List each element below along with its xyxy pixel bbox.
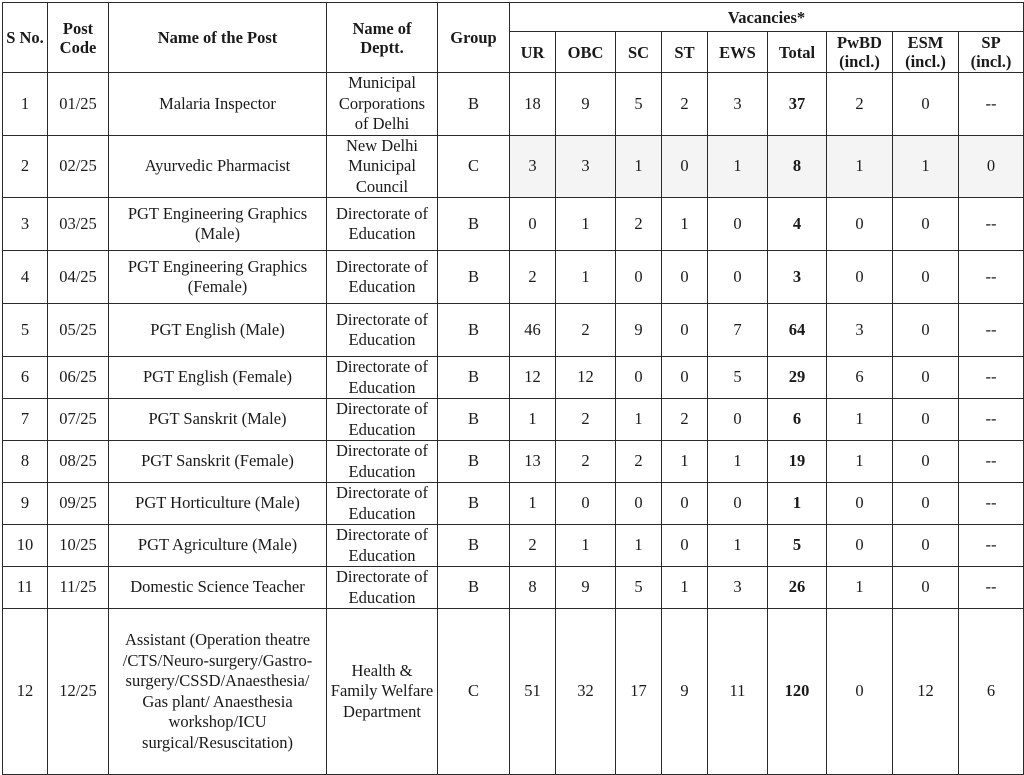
cell-ews: 0 <box>708 198 768 251</box>
cell-sc: 0 <box>616 357 662 399</box>
cell-total: 26 <box>768 567 827 609</box>
cell-pwbd: 6 <box>827 357 893 399</box>
cell-ews: 7 <box>708 304 768 357</box>
table-row <box>3 399 1024 441</box>
cell-pwbd: 0 <box>827 251 893 304</box>
cell-deptt: Directorate of Education <box>327 441 438 483</box>
cell-s-no: 1 <box>3 73 48 136</box>
cell-sp: -- <box>959 483 1024 525</box>
cell-st: 0 <box>662 483 708 525</box>
cell-post-code: 07/25 <box>48 399 109 441</box>
cell-sc: 0 <box>616 483 662 525</box>
cell-st: 9 <box>662 609 708 775</box>
table-row <box>3 483 1024 525</box>
header-st: ST <box>662 32 708 73</box>
cell-sp: -- <box>959 357 1024 399</box>
cell-deptt: Directorate of Education <box>327 525 438 567</box>
cell-obc: 2 <box>556 441 616 483</box>
cell-post-code: 11/25 <box>48 567 109 609</box>
cell-group: B <box>438 399 510 441</box>
cell-post-name: Assistant (Operation theatre /CTS/Neuro-surgery/Gastro-surgery/CSSD/Anaesthesia/ Gas plant/ Anaesthesia workshop/ICU surgical/Resuscitation) <box>109 609 327 775</box>
cell-ews: 1 <box>708 135 768 198</box>
cell-deptt: Municipal Corporations of Delhi <box>327 73 438 136</box>
cell-obc: 1 <box>556 251 616 304</box>
header-total: Total <box>768 32 827 73</box>
cell-esm: 0 <box>893 73 959 136</box>
header-sc: SC <box>616 32 662 73</box>
header-post-name: Name of the Post <box>109 3 327 73</box>
cell-group: B <box>438 73 510 136</box>
cell-group: B <box>438 483 510 525</box>
cell-s-no: 6 <box>3 357 48 399</box>
cell-obc: 2 <box>556 399 616 441</box>
cell-st: 1 <box>662 441 708 483</box>
cell-post-name: Ayurvedic Pharmacist <box>109 135 327 198</box>
cell-sc: 1 <box>616 525 662 567</box>
cell-sp: -- <box>959 304 1024 357</box>
cell-post-code: 10/25 <box>48 525 109 567</box>
cell-ur: 1 <box>510 483 556 525</box>
cell-sc: 1 <box>616 135 662 198</box>
cell-sp: -- <box>959 73 1024 136</box>
header-ur: UR <box>510 32 556 73</box>
vacancy-table <box>2 2 1024 775</box>
cell-deptt: New Delhi Municipal Council <box>327 135 438 198</box>
cell-obc: 2 <box>556 304 616 357</box>
cell-esm: 0 <box>893 251 959 304</box>
cell-st: 2 <box>662 399 708 441</box>
cell-post-name: PGT Agriculture (Male) <box>109 525 327 567</box>
cell-sp: 6 <box>959 609 1024 775</box>
cell-ur: 8 <box>510 567 556 609</box>
cell-pwbd: 0 <box>827 483 893 525</box>
cell-esm: 12 <box>893 609 959 775</box>
cell-pwbd: 0 <box>827 198 893 251</box>
cell-pwbd: 2 <box>827 73 893 136</box>
cell-total: 37 <box>768 73 827 136</box>
cell-post-code: 06/25 <box>48 357 109 399</box>
cell-total: 5 <box>768 525 827 567</box>
cell-esm: 0 <box>893 567 959 609</box>
cell-s-no: 7 <box>3 399 48 441</box>
cell-deptt: Directorate of Education <box>327 567 438 609</box>
cell-st: 1 <box>662 567 708 609</box>
cell-sp: -- <box>959 441 1024 483</box>
table-row <box>3 135 1024 198</box>
header-sp: SP (incl.) <box>959 32 1024 73</box>
cell-ews: 3 <box>708 567 768 609</box>
cell-obc: 3 <box>556 135 616 198</box>
cell-sp: 0 <box>959 135 1024 198</box>
cell-post-code: 03/25 <box>48 198 109 251</box>
cell-pwbd: 1 <box>827 441 893 483</box>
cell-esm: 0 <box>893 441 959 483</box>
header-group: Group <box>438 3 510 73</box>
cell-group: B <box>438 525 510 567</box>
cell-s-no: 12 <box>3 609 48 775</box>
cell-ur: 1 <box>510 399 556 441</box>
cell-esm: 0 <box>893 483 959 525</box>
cell-esm: 1 <box>893 135 959 198</box>
cell-sc: 17 <box>616 609 662 775</box>
cell-pwbd: 0 <box>827 525 893 567</box>
cell-post-name: PGT Horticulture (Male) <box>109 483 327 525</box>
cell-post-name: Domestic Science Teacher <box>109 567 327 609</box>
cell-pwbd: 3 <box>827 304 893 357</box>
cell-obc: 0 <box>556 483 616 525</box>
cell-post-code: 02/25 <box>48 135 109 198</box>
cell-total: 29 <box>768 357 827 399</box>
cell-sc: 9 <box>616 304 662 357</box>
cell-deptt: Health & Family Welfare Department <box>327 609 438 775</box>
cell-s-no: 9 <box>3 483 48 525</box>
cell-post-code: 12/25 <box>48 609 109 775</box>
cell-group: B <box>438 567 510 609</box>
cell-ur: 51 <box>510 609 556 775</box>
cell-ews: 3 <box>708 73 768 136</box>
cell-pwbd: 0 <box>827 609 893 775</box>
cell-ews: 0 <box>708 399 768 441</box>
cell-total: 64 <box>768 304 827 357</box>
cell-post-name: PGT English (Female) <box>109 357 327 399</box>
cell-post-name: PGT Engineering Graphics (Female) <box>109 251 327 304</box>
cell-obc: 9 <box>556 73 616 136</box>
cell-sc: 2 <box>616 198 662 251</box>
cell-st: 0 <box>662 251 708 304</box>
cell-s-no: 11 <box>3 567 48 609</box>
cell-deptt: Directorate of Education <box>327 198 438 251</box>
cell-post-code: 09/25 <box>48 483 109 525</box>
header-deptt: Name of Deptt. <box>327 3 438 73</box>
cell-ews: 1 <box>708 441 768 483</box>
table-row <box>3 251 1024 304</box>
header-esm: ESM (incl.) <box>893 32 959 73</box>
cell-deptt: Directorate of Education <box>327 251 438 304</box>
cell-esm: 0 <box>893 198 959 251</box>
cell-s-no: 4 <box>3 251 48 304</box>
header-vacancies: Vacancies* <box>510 3 1024 32</box>
cell-st: 2 <box>662 73 708 136</box>
cell-group: B <box>438 441 510 483</box>
cell-sp: -- <box>959 198 1024 251</box>
cell-total: 6 <box>768 399 827 441</box>
cell-s-no: 8 <box>3 441 48 483</box>
cell-sc: 2 <box>616 441 662 483</box>
cell-ur: 2 <box>510 525 556 567</box>
cell-st: 0 <box>662 135 708 198</box>
cell-ews: 0 <box>708 251 768 304</box>
cell-pwbd: 1 <box>827 135 893 198</box>
cell-sc: 1 <box>616 399 662 441</box>
cell-s-no: 5 <box>3 304 48 357</box>
table-row <box>3 73 1024 136</box>
cell-obc: 9 <box>556 567 616 609</box>
cell-esm: 0 <box>893 399 959 441</box>
cell-deptt: Directorate of Education <box>327 304 438 357</box>
header-pwbd: PwBD (incl.) <box>827 32 893 73</box>
cell-post-code: 04/25 <box>48 251 109 304</box>
cell-st: 0 <box>662 357 708 399</box>
cell-ur: 18 <box>510 73 556 136</box>
cell-st: 0 <box>662 304 708 357</box>
cell-obc: 32 <box>556 609 616 775</box>
cell-sc: 5 <box>616 73 662 136</box>
cell-total: 1 <box>768 483 827 525</box>
cell-st: 1 <box>662 198 708 251</box>
cell-ews: 11 <box>708 609 768 775</box>
cell-post-name: PGT English (Male) <box>109 304 327 357</box>
cell-ews: 5 <box>708 357 768 399</box>
cell-group: B <box>438 304 510 357</box>
cell-obc: 1 <box>556 198 616 251</box>
cell-obc: 1 <box>556 525 616 567</box>
cell-deptt: Directorate of Education <box>327 357 438 399</box>
table-row <box>3 567 1024 609</box>
cell-post-name: PGT Sanskrit (Female) <box>109 441 327 483</box>
cell-post-code: 01/25 <box>48 73 109 136</box>
header-ews: EWS <box>708 32 768 73</box>
cell-ur: 2 <box>510 251 556 304</box>
cell-group: B <box>438 198 510 251</box>
cell-ur: 3 <box>510 135 556 198</box>
cell-group: C <box>438 609 510 775</box>
cell-post-name: Malaria Inspector <box>109 73 327 136</box>
table-row <box>3 525 1024 567</box>
cell-total: 3 <box>768 251 827 304</box>
cell-obc: 12 <box>556 357 616 399</box>
cell-sp: -- <box>959 567 1024 609</box>
cell-group: B <box>438 251 510 304</box>
cell-post-name: PGT Engineering Graphics (Male) <box>109 198 327 251</box>
cell-sp: -- <box>959 251 1024 304</box>
cell-ews: 0 <box>708 483 768 525</box>
header-s-no: S No. <box>3 3 48 73</box>
cell-esm: 0 <box>893 357 959 399</box>
cell-pwbd: 1 <box>827 567 893 609</box>
cell-post-name: PGT Sanskrit (Male) <box>109 399 327 441</box>
cell-group: C <box>438 135 510 198</box>
cell-deptt: Directorate of Education <box>327 399 438 441</box>
cell-ews: 1 <box>708 525 768 567</box>
table-row <box>3 198 1024 251</box>
cell-esm: 0 <box>893 525 959 567</box>
cell-st: 0 <box>662 525 708 567</box>
cell-post-code: 08/25 <box>48 441 109 483</box>
table-row <box>3 357 1024 399</box>
cell-total: 8 <box>768 135 827 198</box>
cell-sp: -- <box>959 525 1024 567</box>
cell-ur: 13 <box>510 441 556 483</box>
cell-esm: 0 <box>893 304 959 357</box>
cell-sc: 5 <box>616 567 662 609</box>
cell-total: 4 <box>768 198 827 251</box>
table-row <box>3 441 1024 483</box>
cell-s-no: 3 <box>3 198 48 251</box>
cell-group: B <box>438 357 510 399</box>
cell-sc: 0 <box>616 251 662 304</box>
cell-s-no: 2 <box>3 135 48 198</box>
cell-s-no: 10 <box>3 525 48 567</box>
cell-post-code: 05/25 <box>48 304 109 357</box>
cell-ur: 0 <box>510 198 556 251</box>
header-obc: OBC <box>556 32 616 73</box>
table-row <box>3 609 1024 775</box>
cell-ur: 12 <box>510 357 556 399</box>
cell-total: 19 <box>768 441 827 483</box>
cell-ur: 46 <box>510 304 556 357</box>
cell-sp: -- <box>959 399 1024 441</box>
table-row <box>3 304 1024 357</box>
cell-pwbd: 1 <box>827 399 893 441</box>
cell-deptt: Directorate of Education <box>327 483 438 525</box>
cell-total: 120 <box>768 609 827 775</box>
header-post-code: Post Code <box>48 3 109 73</box>
